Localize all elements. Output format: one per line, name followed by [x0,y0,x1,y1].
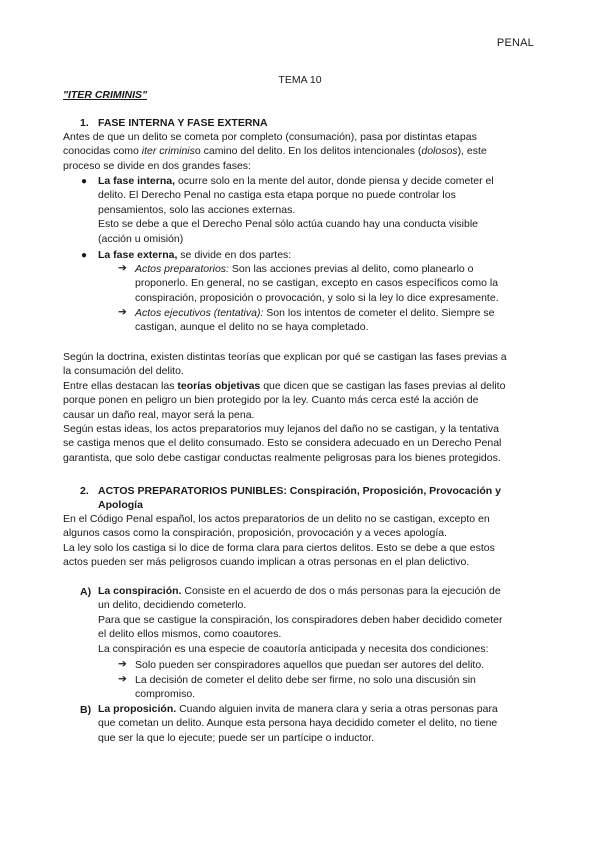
condition-1: Solo pueden ser conspiradores aquellos que puedan ser autores del delito. [135,659,485,671]
condition-2: La decisión de cometer el delito debe ser firme, no solo una discusión sin compromiso. [135,674,476,701]
section-2-number: 2. [80,485,89,497]
sub-actos-preparatorios: Actos preparatorios: Son las acciones previas al delito, como planearlo o proponerlo. En general, no se castigan, excepto en casos específicos como la conspiración, proposición o provocación, y solo si la ley lo dice expresamente. [135,263,499,304]
item-proposicion: La proposición. Cuando alguien invita de manera clara y seria a otras personas para que cometan un delito. Aunque esta persona haya decidido cometer el delito, no tiene que ser la que lo ejecute; puede ser un partícipe o inductor. [98,703,498,744]
bullet-fase-interna: La fase interna, ocurre solo en la mente del autor, donde piensa y decide cometer el delito. El Derecho Penal no castiga esta etapa porque no puede controlar los pensamientos, solo las acciones externas. Esto se debe a que el Derecho Penal sólo actúa cuando hay una conducta visible (acción u omisión) [98,175,494,245]
item-conspiracion: La conspiración. Consiste en el acuerdo de dos o más personas para la ejecución de un delito, decidiendo cometerlo. Para que se castigue la conspiración, los conspiradores deben haber decidido cometer el delito ellos mismos, como coautores. La conspiración es una especie de coautoría anticipada y necesita dos condiciones: [98,585,503,655]
arrow-icon: ➔ [118,673,127,685]
bullet-icon: ● [81,250,88,261]
section-1-title: FASE INTERNA Y FASE EXTERNA [98,117,268,129]
intro-line-1: Antes de que un delito se cometa por completo (consumación), pasa por distintas etapas [63,131,477,143]
arrow-icon: ➔ [118,262,127,274]
bullet-icon: ● [81,176,88,187]
section-1-intro [63,130,487,173]
intro-line-2: conocidas como iter criminiso camino del delito. En los delitos intencionales (dolosos), este [63,145,487,158]
arrow-icon: ➔ [118,658,127,670]
sub-actos-ejecutivos: Actos ejecutivos (tentativa): Son los intentos de cometer el delito. Siempre se castigan, aunque el delito no se haya completado. [135,307,495,334]
section-2-title: ACTOS PREPARATORIOS PUNIBLES: Conspiración, Proposición, Provocación y Apología [98,485,501,511]
intro-line-3: proceso se divide en dos grandes fases: [63,159,251,172]
subject-header: PENAL [496,37,534,49]
topic-number: TEMA 10 [278,74,322,86]
item-a-label: A) [80,586,92,598]
item-b-label: B) [80,704,92,716]
section-2-intro: En el Código Penal español, los actos preparatorios de un delito no se castigan, excepto en algunos casos como la conspiración, proposición, provocación y a veces apología. La ley solo los castiga si lo dice de forma clara para ciertos delitos. Esto se debe a que estos actos pueden ser más peligrosos cuando implican a otras personas en el plan delictivo. [63,513,495,569]
bullet-fase-externa: La fase externa, se divide en dos partes: [98,249,292,261]
document-title: "ITER CRIMINIS" [63,89,148,101]
doctrine-paragraph: Según la doctrina, existen distintas teorías que explican por qué se castigan las fases previas a la consumación del delito. Entre ellas destacan las teorías objetivas que dicen que se castigan las fases previas al delito porque ponen en peligro un bien protegido por la ley. Cuanto más cerca esté la acción de causar un daño real, mayor será la pena. Según estas ideas, los actos preparatorios muy lejanos del daño no se castigan, y la tentativa se castiga menos que el delito consumado. Esto se considera adecuado en un Derecho Penal garantista, que solo debe castigar conductas realmente peligrosas para los bienes protegidos. [63,351,507,464]
section-1-number: 1. [80,117,89,129]
arrow-icon: ➔ [118,306,127,318]
